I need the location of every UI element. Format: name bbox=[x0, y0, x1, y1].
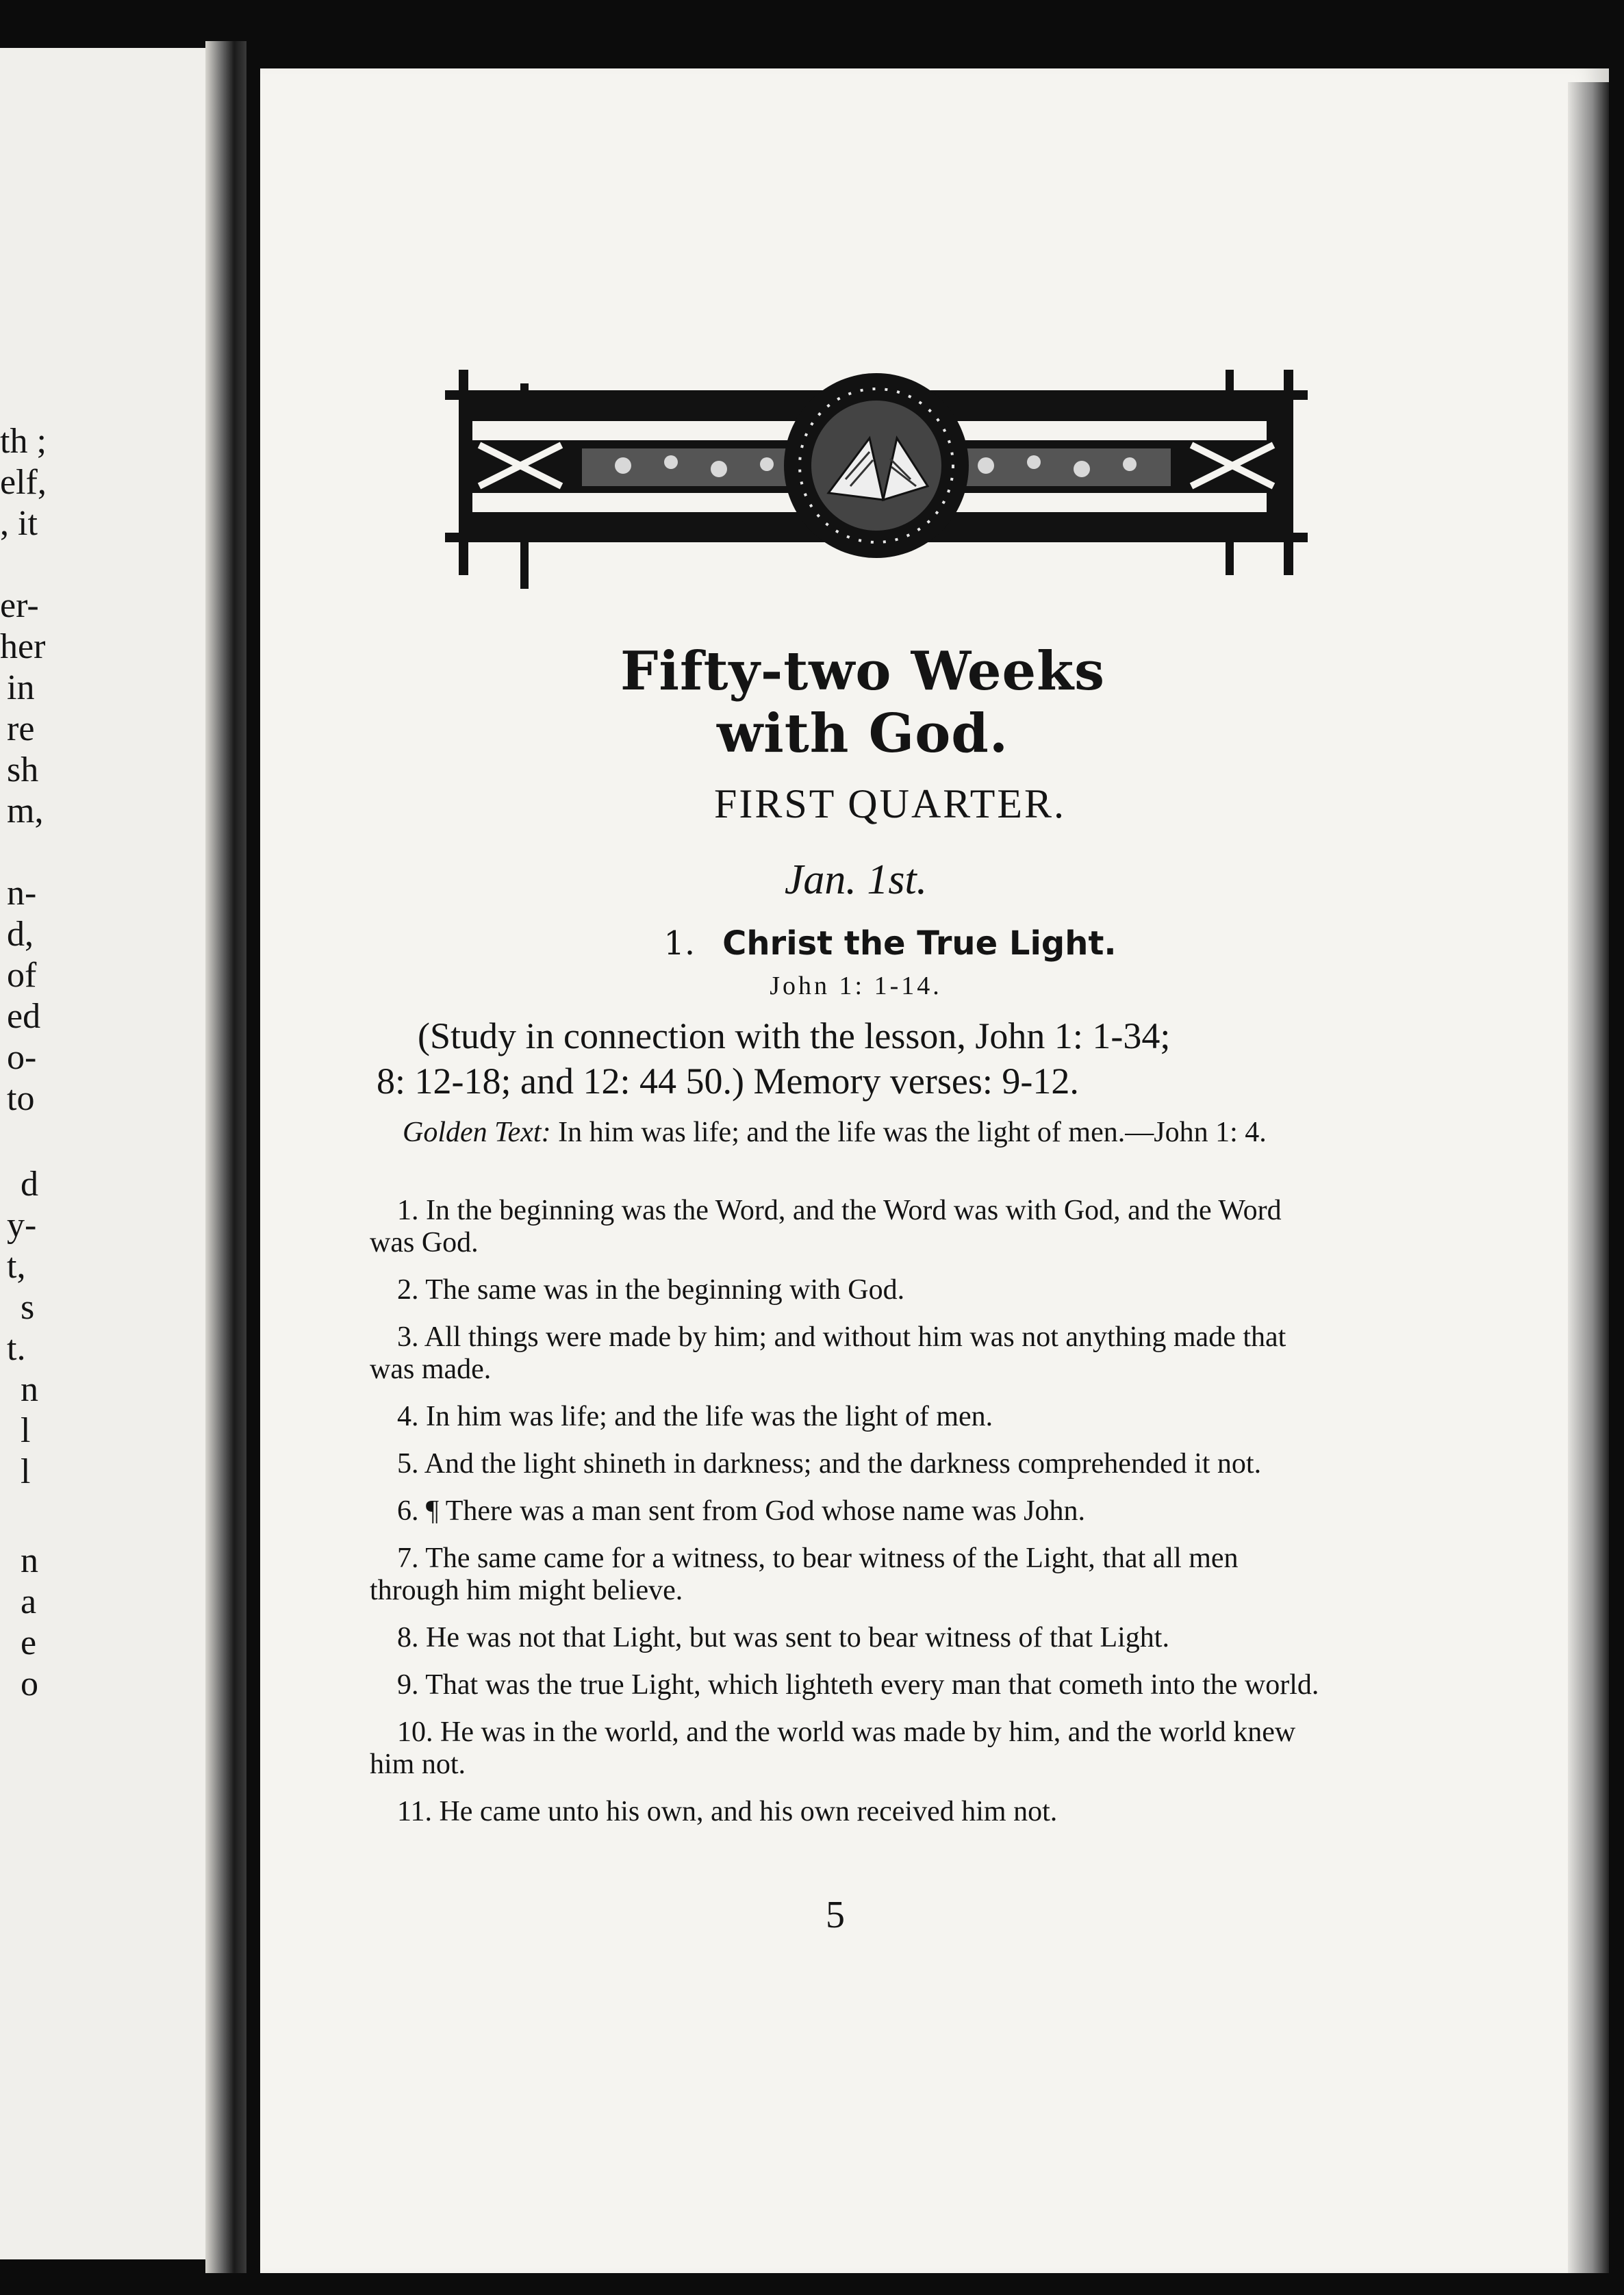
golden-text bbox=[375, 1116, 1327, 1149]
verse-number: 9. bbox=[397, 1669, 419, 1701]
verse-number: 8. bbox=[397, 1622, 419, 1653]
verse bbox=[370, 1401, 1328, 1433]
quarter-heading: FIRST QUARTER. bbox=[713, 781, 1067, 826]
left-page-fragment: ed bbox=[7, 997, 41, 1036]
left-page-fragment: in bbox=[7, 668, 35, 707]
verse-text: In the beginning was the Word, and the Word was with God, and the Word was God. bbox=[370, 1195, 1282, 1258]
verse-text: The same came for a witness, to bear witness of the Light, that all men through him might believe. bbox=[370, 1543, 1239, 1606]
left-page-fragment: to bbox=[7, 1079, 35, 1118]
left-page-fragment: her bbox=[0, 627, 46, 666]
book-heading: Fifty-two Weeks with God. bbox=[620, 640, 1106, 765]
verse-text: That was the true Light, which lighteth every man that cometh into the world. bbox=[425, 1669, 1319, 1701]
left-page-fragment: a bbox=[21, 1582, 37, 1621]
verse-text: And the light shineth in darkness; and the darkness comprehended it not. bbox=[424, 1448, 1262, 1480]
left-page-fragment: elf, bbox=[0, 463, 47, 502]
left-page-fragment: sh bbox=[7, 750, 39, 789]
left-page-fragment: , it bbox=[0, 504, 38, 543]
page-number: 5 bbox=[826, 1894, 845, 1936]
verse bbox=[370, 1495, 1328, 1527]
scripture-reference: John 1: 1-14. bbox=[770, 972, 942, 1000]
verse bbox=[370, 1448, 1328, 1480]
verse-number: 1. bbox=[397, 1195, 419, 1226]
verse-number: 6. bbox=[397, 1495, 419, 1527]
verse bbox=[370, 1195, 1328, 1259]
verse bbox=[370, 1669, 1328, 1701]
left-page-fragment: er- bbox=[0, 586, 39, 625]
verse bbox=[370, 1543, 1328, 1607]
ornamental-header-banner bbox=[445, 363, 1308, 589]
verse-number: 2. bbox=[397, 1274, 419, 1306]
verse-number: 3. bbox=[397, 1321, 419, 1353]
left-page-fragment: n- bbox=[7, 874, 37, 913]
left-page-fragment: t. bbox=[7, 1329, 26, 1368]
left-page-fragment: t, bbox=[7, 1247, 26, 1286]
left-page-fragment: l bbox=[21, 1452, 31, 1491]
left-page-fragment: l bbox=[21, 1411, 31, 1450]
left-page-fragment: m, bbox=[7, 791, 44, 830]
study-note-line: (Study in connection with the lesson, John 1: 1-34; bbox=[418, 1015, 1171, 1056]
left-page-fragment: d, bbox=[7, 915, 34, 954]
verse-number: 4. bbox=[397, 1401, 419, 1432]
left-page-fragment: n bbox=[21, 1541, 38, 1580]
verse-text: He came unto his own, and his own received him not. bbox=[439, 1796, 1058, 1827]
left-page bbox=[0, 48, 231, 2259]
verse bbox=[370, 1622, 1328, 1654]
verse-list bbox=[370, 1195, 1328, 1843]
verse bbox=[370, 1796, 1328, 1828]
verse-text: He was in the world, and the world was made by him, and the world knew him not. bbox=[370, 1716, 1296, 1780]
golden-text-label: Golden Text: bbox=[403, 1117, 551, 1148]
verse-text: The same was in the beginning with God. bbox=[425, 1274, 905, 1306]
study-note-line: 8: 12-18; and 12: 44 50.) Memory verses: 9-12. bbox=[377, 1061, 1079, 1102]
left-page-fragment: s bbox=[21, 1288, 35, 1327]
verse-text: ¶ There was a man sent from God whose name was John. bbox=[426, 1495, 1086, 1527]
verse-number: 10. bbox=[397, 1716, 433, 1748]
left-page-fragment: re bbox=[7, 709, 35, 748]
left-page-fragment: y- bbox=[7, 1206, 37, 1245]
lesson-date: Jan. 1st. bbox=[784, 857, 928, 903]
golden-text-body: In him was life; and the life was the light of men.—John 1: 4. bbox=[550, 1117, 1267, 1148]
left-page-fragment: th ; bbox=[0, 422, 47, 461]
left-page-fragment: o- bbox=[7, 1038, 37, 1077]
lesson-title-text: Christ the True Light. bbox=[722, 924, 1117, 963]
left-page-fragment: e bbox=[21, 1623, 37, 1662]
study-note bbox=[377, 1013, 1328, 1104]
verse-number: 5. bbox=[397, 1448, 419, 1480]
verse-number: 11. bbox=[397, 1796, 432, 1827]
lesson-number: 1. bbox=[663, 924, 696, 963]
page-edge bbox=[1568, 82, 1609, 2273]
verse-text: All things were made by him; and without him was not anything made that was made. bbox=[370, 1321, 1286, 1385]
left-page-fragment: n bbox=[21, 1370, 38, 1409]
left-page-fragment: o bbox=[21, 1664, 38, 1703]
lesson-title bbox=[616, 924, 1164, 963]
verse-text: He was not that Light, but was sent to bear witness of that Light. bbox=[426, 1622, 1169, 1653]
left-page-fragment: d bbox=[21, 1165, 38, 1204]
verse bbox=[370, 1321, 1328, 1386]
verse bbox=[370, 1274, 1328, 1306]
verse-text: In him was life; and the life was the light of men. bbox=[426, 1401, 993, 1432]
verse-number: 7. bbox=[397, 1543, 419, 1574]
verse bbox=[370, 1716, 1328, 1781]
left-page-fragment: of bbox=[7, 956, 37, 995]
book-gutter bbox=[205, 41, 246, 2273]
